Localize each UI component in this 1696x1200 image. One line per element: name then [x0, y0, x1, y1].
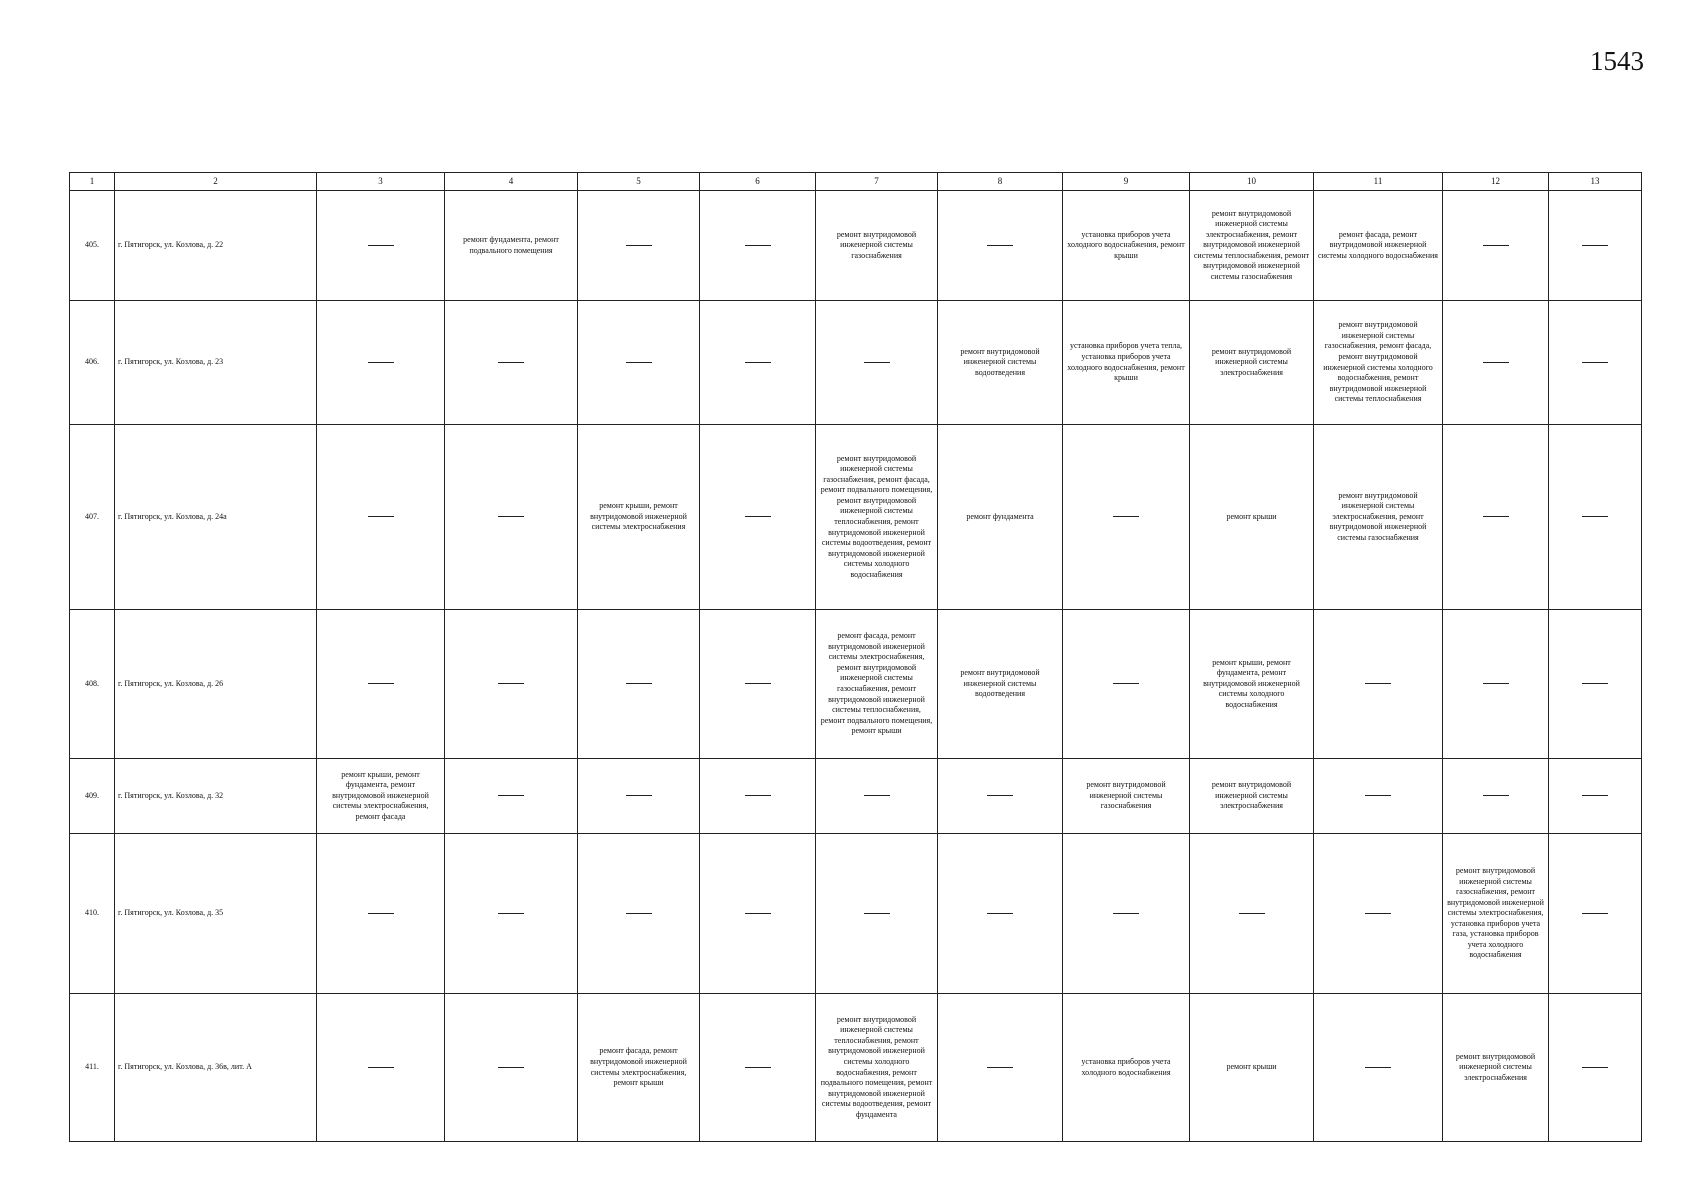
empty-dash-cell	[1314, 994, 1443, 1142]
work-description-cell	[938, 301, 1063, 425]
table-row	[70, 994, 1642, 1142]
work-description-text: ремонт внутридомовой инженерной системы газоснабжения	[836, 229, 917, 260]
work-description-text: ремонт крыши, ремонт фундамента, ремонт внутридомовой инженерной системы электроснабжения, ремонт фасада	[332, 769, 429, 821]
column-number-cell: 8	[938, 173, 1063, 191]
empty-dash-cell	[938, 834, 1063, 994]
work-description-text: ремонт внутридомовой инженерной системы электроснабжения, ремонт внутридомовой инженерной системы газоснабжения	[1329, 490, 1427, 542]
work-description-cell	[1314, 191, 1443, 301]
empty-dash-cell	[445, 994, 578, 1142]
empty-dash-cell	[1549, 425, 1642, 610]
work-description-text: ремонт фасада, ремонт внутридомовой инженерной системы электроснабжения, ремонт крыши	[590, 1046, 687, 1088]
empty-dash-cell	[1549, 759, 1642, 834]
dash-mark	[626, 245, 652, 246]
work-description-cell	[1190, 191, 1314, 301]
empty-dash-cell	[1314, 834, 1443, 994]
work-description-cell	[1190, 994, 1314, 1142]
dash-mark	[1239, 913, 1265, 914]
work-description-text: установка приборов учета холодного водоснабжения, ремонт крыши	[1067, 229, 1185, 260]
work-description-cell	[1063, 301, 1190, 425]
empty-dash-cell	[445, 301, 578, 425]
dash-mark	[745, 683, 771, 684]
dash-mark	[1365, 1067, 1391, 1068]
empty-dash-cell	[816, 301, 938, 425]
empty-dash-cell	[317, 834, 445, 994]
work-description-text: ремонт внутридомовой инженерной системы газоснабжения	[1086, 780, 1166, 811]
empty-dash-cell	[938, 994, 1063, 1142]
dash-mark	[1113, 683, 1139, 684]
address-cell: г. Пятигорск, ул. Козлова, д. 24а	[115, 425, 317, 610]
dash-mark	[1113, 913, 1139, 914]
work-description-cell	[816, 425, 938, 610]
work-description-cell	[1063, 191, 1190, 301]
table-row	[70, 610, 1642, 759]
work-description-cell	[1314, 301, 1443, 425]
work-description-text: ремонт крыши	[1226, 511, 1277, 521]
work-description-cell	[1314, 425, 1443, 610]
empty-dash-cell	[1549, 301, 1642, 425]
dash-mark	[1582, 683, 1608, 684]
empty-dash-cell	[700, 301, 816, 425]
table-row	[70, 301, 1642, 425]
work-description-text: установка приборов учета холодного водоснабжения	[1081, 1056, 1171, 1077]
work-description-text: ремонт внутридомовой инженерной системы газоснабжения, ремонт фасада, ремонт подвального помещения, ремонт внутридомовой инженерной системы теплоснабжения, ремонт внутридомовой инженерной системы водоотведения, ремонт внутридомовой инженерной системы холодного водоснабжения	[820, 453, 933, 579]
table-row	[70, 759, 1642, 834]
dash-mark	[987, 913, 1013, 914]
address-cell: г. Пятигорск, ул. Козлова, д. 35	[115, 834, 317, 994]
dash-mark	[1365, 913, 1391, 914]
dash-mark	[1582, 362, 1608, 363]
column-number-cell: 13	[1549, 173, 1642, 191]
row-number-cell: 410.	[70, 834, 115, 994]
dash-mark	[368, 683, 394, 684]
empty-dash-cell	[1063, 425, 1190, 610]
column-number-cell: 4	[445, 173, 578, 191]
empty-dash-cell	[578, 610, 700, 759]
work-description-cell	[317, 759, 445, 834]
repair-schedule-table	[69, 172, 1642, 1142]
empty-dash-cell	[1063, 834, 1190, 994]
row-number-cell: 405.	[70, 191, 115, 301]
work-description-text: ремонт внутридомовой инженерной системы газоснабжения, ремонт фасада, ремонт внутридомовой инженерной системы холодного водоснабжения, ремонт внутридомовой инженерной системы теплоснабжения	[1323, 320, 1433, 404]
column-number-cell: 5	[578, 173, 700, 191]
dash-mark	[1483, 516, 1509, 517]
empty-dash-cell	[1443, 610, 1549, 759]
work-description-text: ремонт фасада, ремонт внутридомовой инженерной системы электроснабжения, ремонт внутридомовой инженерной системы газоснабжения, ремонт внутридомовой инженерной системы теплоснабжения, ремонт подвального помещения, ремонт крыши	[820, 631, 933, 736]
dash-mark	[1483, 245, 1509, 246]
dash-mark	[745, 362, 771, 363]
empty-dash-cell	[700, 834, 816, 994]
work-description-cell	[1063, 994, 1190, 1142]
empty-dash-cell	[578, 301, 700, 425]
dash-mark	[987, 795, 1013, 796]
dash-mark	[1582, 245, 1608, 246]
dash-mark	[498, 516, 524, 517]
dash-mark	[864, 795, 890, 796]
dash-mark	[498, 362, 524, 363]
empty-dash-cell	[317, 301, 445, 425]
dash-mark	[745, 516, 771, 517]
empty-dash-cell	[317, 425, 445, 610]
work-description-cell	[816, 191, 938, 301]
empty-dash-cell	[938, 759, 1063, 834]
dash-mark	[498, 1067, 524, 1068]
column-number-cell: 7	[816, 173, 938, 191]
dash-mark	[864, 913, 890, 914]
empty-dash-cell	[700, 610, 816, 759]
work-description-cell	[1190, 610, 1314, 759]
dash-mark	[498, 795, 524, 796]
empty-dash-cell	[1190, 834, 1314, 994]
empty-dash-cell	[445, 759, 578, 834]
work-description-text: ремонт фундамента	[966, 511, 1034, 521]
work-description-cell	[1063, 759, 1190, 834]
dash-mark	[1582, 516, 1608, 517]
work-description-text: ремонт внутридомовой инженерной системы водоотведения	[960, 668, 1040, 699]
work-description-text: ремонт внутридомовой инженерной системы водоотведения	[960, 346, 1040, 377]
row-number-cell: 411.	[70, 994, 115, 1142]
empty-dash-cell	[816, 834, 938, 994]
dash-mark	[1365, 795, 1391, 796]
work-description-cell	[578, 994, 700, 1142]
empty-dash-cell	[317, 610, 445, 759]
dash-mark	[368, 1067, 394, 1068]
column-number-cell: 9	[1063, 173, 1190, 191]
address-cell: г. Пятигорск, ул. Козлова, д. 32	[115, 759, 317, 834]
work-description-cell	[1443, 994, 1549, 1142]
dash-mark	[987, 245, 1013, 246]
empty-dash-cell	[1443, 759, 1549, 834]
work-description-text: ремонт крыши, ремонт внутридомовой инженерной системы электроснабжения	[590, 501, 687, 532]
dash-mark	[498, 683, 524, 684]
address-cell: г. Пятигорск, ул. Козлова, д. 22	[115, 191, 317, 301]
dash-mark	[626, 913, 652, 914]
dash-mark	[1582, 795, 1608, 796]
empty-dash-cell	[1314, 759, 1443, 834]
row-number-cell: 408.	[70, 610, 115, 759]
empty-dash-cell	[1063, 610, 1190, 759]
row-number-cell: 406.	[70, 301, 115, 425]
dash-mark	[1113, 516, 1139, 517]
empty-dash-cell	[1549, 994, 1642, 1142]
work-description-text: ремонт внутридомовой инженерной системы электроснабжения	[1211, 346, 1292, 377]
work-description-text: ремонт фундамента, ремонт подвального помещения	[463, 234, 559, 255]
dash-mark	[498, 913, 524, 914]
empty-dash-cell	[1549, 834, 1642, 994]
empty-dash-cell	[700, 191, 816, 301]
work-description-text: ремонт внутридомовой инженерной системы газоснабжения, ремонт внутридомовой инженерной системы электроснабжения, установка приборов учета газа, установка приборов учета холодного водоснабжения	[1447, 866, 1544, 960]
work-description-cell	[578, 425, 700, 610]
work-description-text: ремонт внутридомовой инженерной системы теплоснабжения, ремонт внутридомовой инженерной системы холодного водоснабжения, ремонт подвального помещения, ремонт внутридомовой инженерной системы водоотведения, ремонт фундамента	[820, 1014, 933, 1119]
dash-mark	[1582, 913, 1608, 914]
work-description-cell	[1443, 834, 1549, 994]
dash-mark	[745, 913, 771, 914]
column-number-cell: 2	[115, 173, 317, 191]
empty-dash-cell	[816, 759, 938, 834]
dash-mark	[368, 913, 394, 914]
empty-dash-cell	[1443, 301, 1549, 425]
column-number-cell: 10	[1190, 173, 1314, 191]
dash-mark	[626, 795, 652, 796]
column-number-cell: 6	[700, 173, 816, 191]
work-description-text: ремонт фасада, ремонт внутридомовой инженерной системы холодного водоснабжения	[1318, 229, 1438, 260]
dash-mark	[864, 362, 890, 363]
column-number-cell: 12	[1443, 173, 1549, 191]
dash-mark	[987, 1067, 1013, 1068]
dash-mark	[1483, 362, 1509, 363]
column-number-cell: 1	[70, 173, 115, 191]
work-description-cell	[816, 994, 938, 1142]
page-number: 1543	[1590, 46, 1644, 76]
dash-mark	[1483, 795, 1509, 796]
empty-dash-cell	[445, 834, 578, 994]
address-cell: г. Пятигорск, ул. Козлова, д. 23	[115, 301, 317, 425]
row-number-cell: 407.	[70, 425, 115, 610]
work-description-cell	[445, 191, 578, 301]
work-description-text: ремонт крыши	[1226, 1062, 1277, 1072]
dash-mark	[368, 516, 394, 517]
empty-dash-cell	[578, 834, 700, 994]
empty-dash-cell	[317, 191, 445, 301]
dash-mark	[626, 683, 652, 684]
empty-dash-cell	[578, 191, 700, 301]
table-row	[70, 191, 1642, 301]
empty-dash-cell	[700, 759, 816, 834]
empty-dash-cell	[445, 610, 578, 759]
address-cell: г. Пятигорск, ул. Козлова, д. 36в, лит. А	[115, 994, 317, 1142]
empty-dash-cell	[1443, 425, 1549, 610]
empty-dash-cell	[1443, 191, 1549, 301]
work-description-text: ремонт внутридомовой инженерной системы электроснабжения	[1211, 780, 1292, 811]
work-description-text: установка приборов учета тепла, установка приборов учета холодного водоснабжения, ремонт крыши	[1067, 341, 1185, 383]
work-description-cell	[1190, 301, 1314, 425]
work-description-text: ремонт внутридомовой инженерной системы электроснабжения, ремонт внутридомовой инженерной системы теплоснабжения, ремонт внутридомовой инженерной системы газоснабжения	[1193, 208, 1310, 281]
table-row	[70, 425, 1642, 610]
empty-dash-cell	[1314, 610, 1443, 759]
dash-mark	[745, 1067, 771, 1068]
column-number-cell: 11	[1314, 173, 1443, 191]
dash-mark	[745, 795, 771, 796]
dash-mark	[745, 245, 771, 246]
empty-dash-cell	[445, 425, 578, 610]
work-description-cell	[816, 610, 938, 759]
work-description-text: ремонт крыши, ремонт фундамента, ремонт внутридомовой инженерной системы холодного водоснабжения	[1203, 657, 1300, 709]
empty-dash-cell	[700, 994, 816, 1142]
work-description-cell	[938, 425, 1063, 610]
work-description-cell	[938, 610, 1063, 759]
address-cell: г. Пятигорск, ул. Козлова, д. 26	[115, 610, 317, 759]
dash-mark	[1483, 683, 1509, 684]
empty-dash-cell	[578, 759, 700, 834]
work-description-text: ремонт внутридомовой инженерной системы электроснабжения	[1455, 1051, 1536, 1082]
work-description-cell	[1190, 425, 1314, 610]
dash-mark	[1582, 1067, 1608, 1068]
column-number-row	[70, 173, 1642, 191]
row-number-cell: 409.	[70, 759, 115, 834]
dash-mark	[1365, 683, 1391, 684]
empty-dash-cell	[1549, 191, 1642, 301]
empty-dash-cell	[1549, 610, 1642, 759]
dash-mark	[626, 362, 652, 363]
empty-dash-cell	[700, 425, 816, 610]
table-row	[70, 834, 1642, 994]
empty-dash-cell	[938, 191, 1063, 301]
dash-mark	[368, 245, 394, 246]
work-description-cell	[1190, 759, 1314, 834]
column-number-cell: 3	[317, 173, 445, 191]
empty-dash-cell	[317, 994, 445, 1142]
dash-mark	[368, 362, 394, 363]
